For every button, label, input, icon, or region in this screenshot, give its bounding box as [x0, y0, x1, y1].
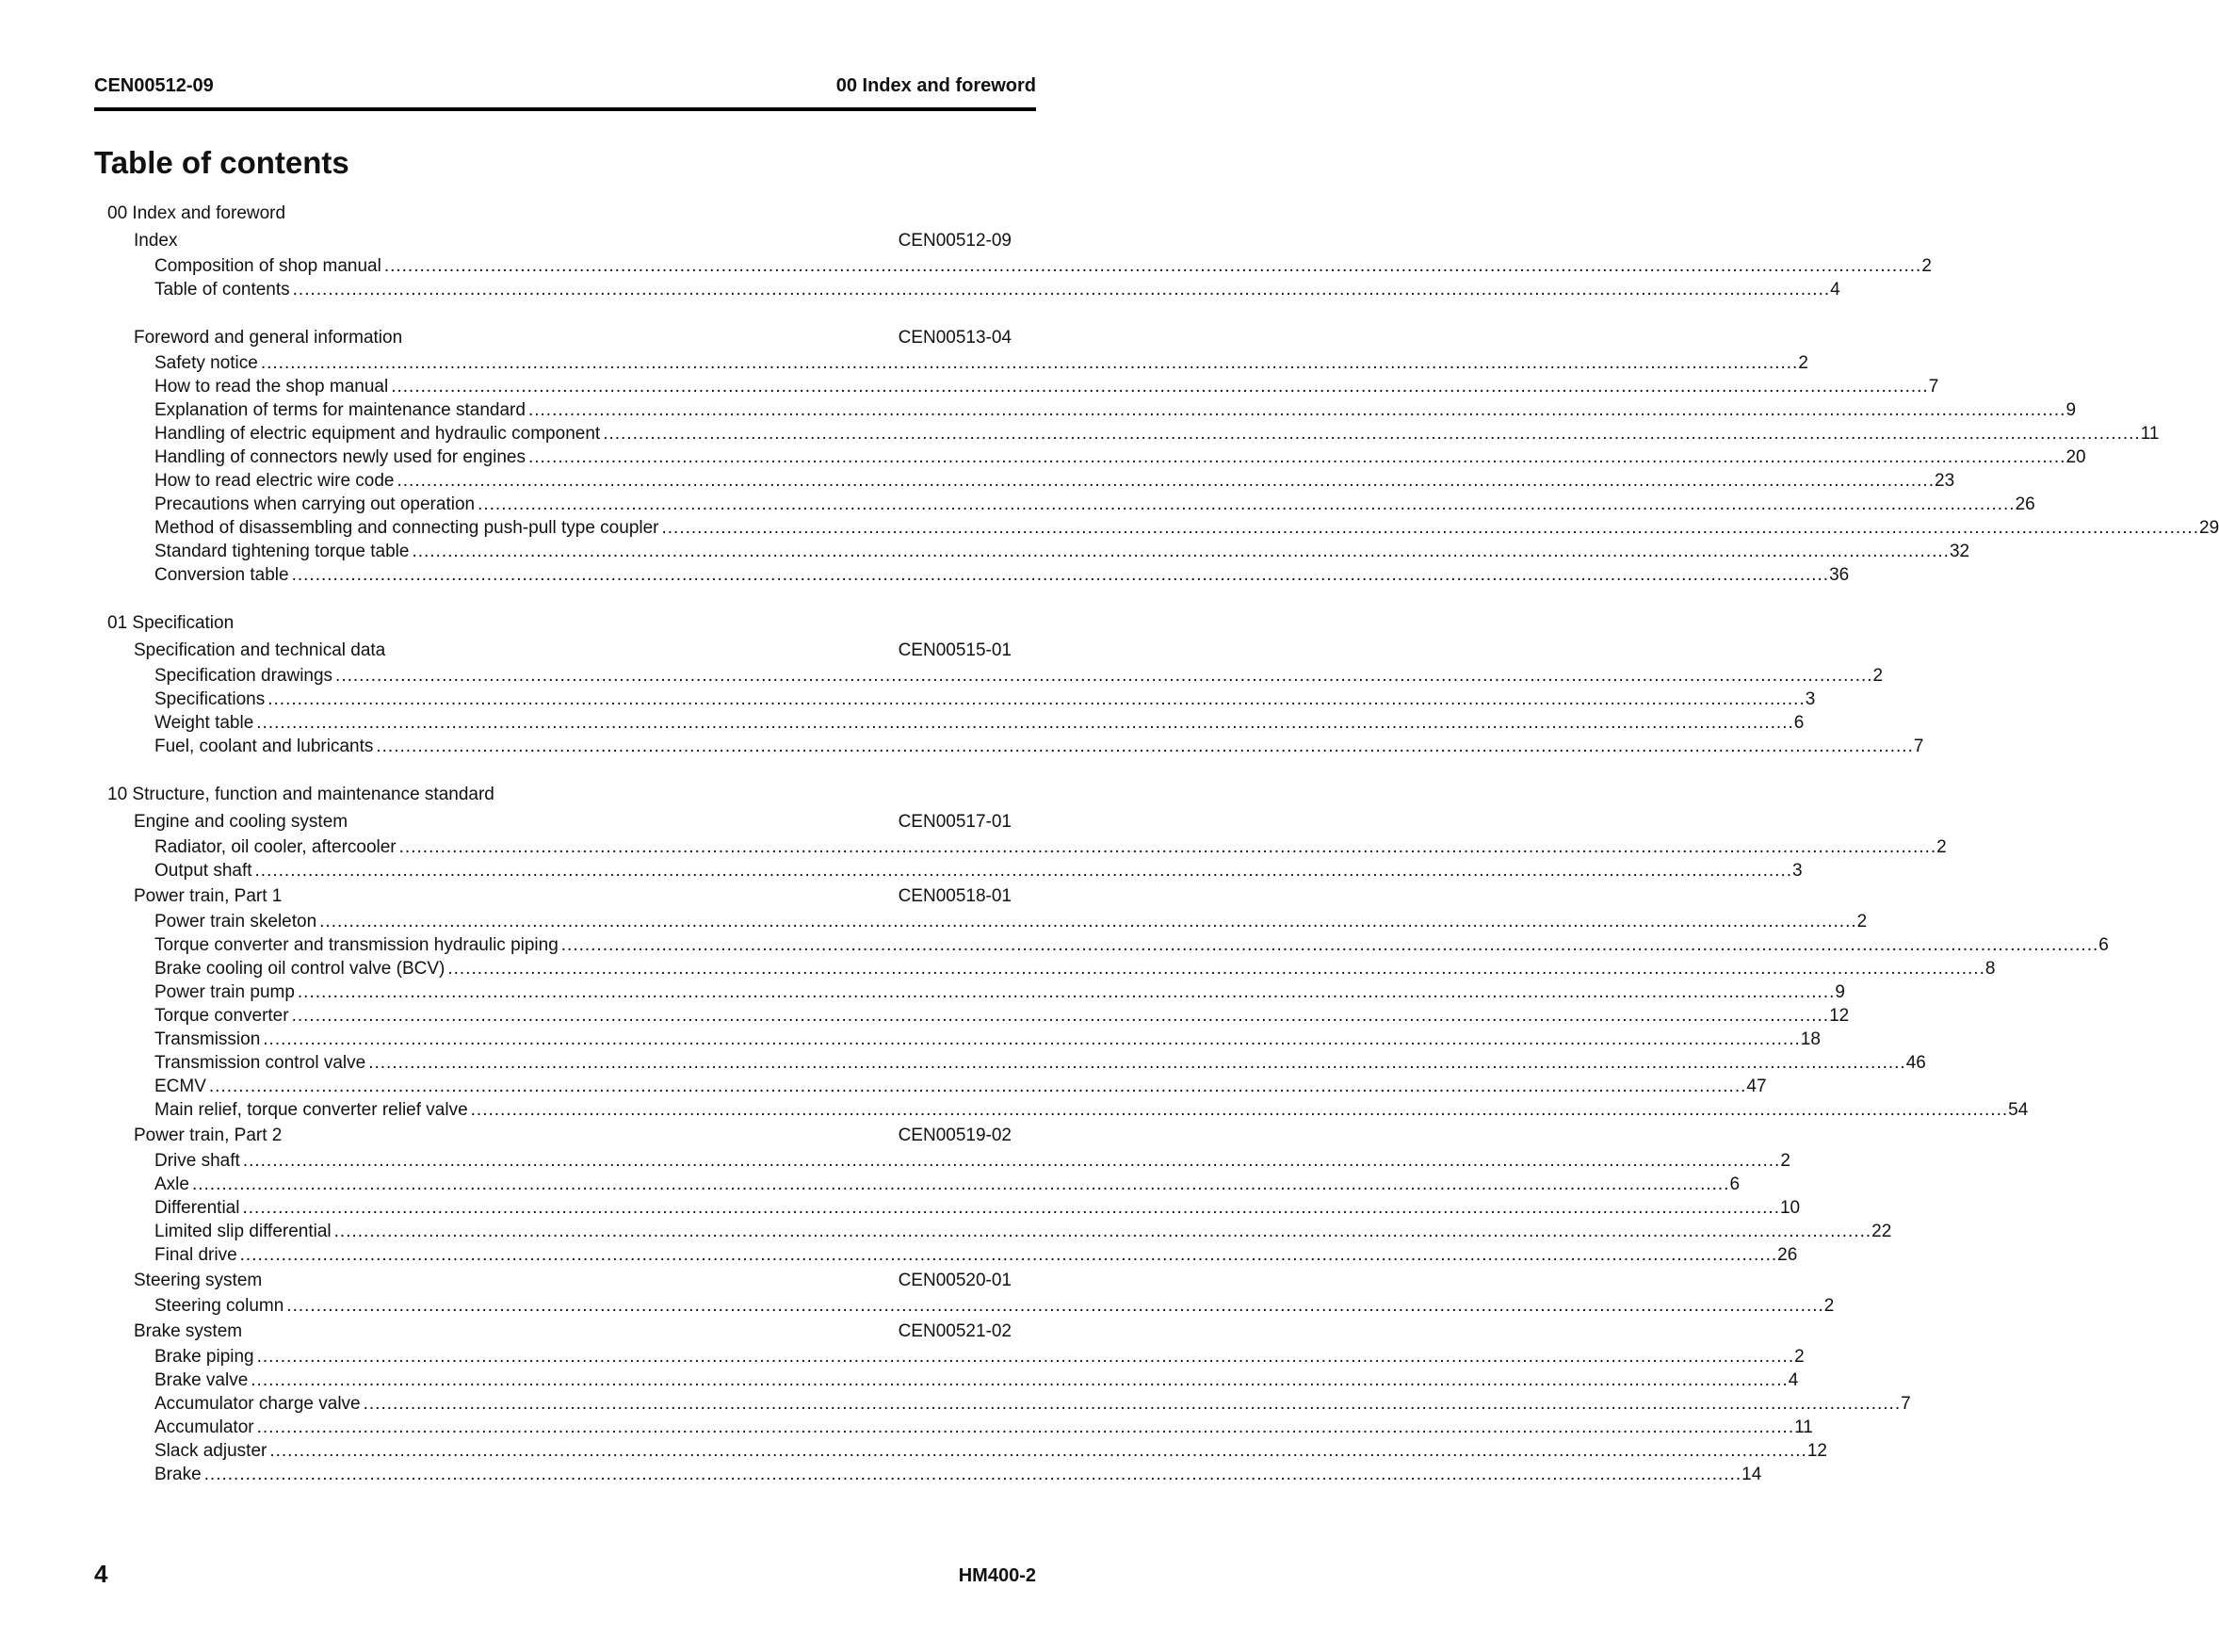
toc-entry: [107, 278, 1840, 301]
toc-chapter-code: CEN00513-04: [898, 328, 1012, 348]
toc-entry: [107, 516, 2219, 540]
dot-leader: ....................................................................................................................................................................................................................................................................: [260, 353, 1799, 373]
toc-chapter-code: CEN00519-02: [898, 1126, 1012, 1145]
dot-leader: ....................................................................................................................................................................................................................................................................: [560, 935, 2099, 955]
dot-leader: ....................................................................................................................................................................................................................................................................: [527, 447, 2066, 467]
toc-entry-page: 11: [2140, 424, 2160, 444]
toc-entry: [107, 1149, 1790, 1173]
toc-entry-title: Specification drawings: [154, 666, 333, 686]
toc-chapter: [107, 1122, 1012, 1149]
toc-chapter-title: Power train, Part 1: [134, 886, 283, 906]
dot-leader: ....................................................................................................................................................................................................................................................................: [319, 912, 1857, 931]
toc-entry-page: 6: [1793, 713, 1805, 733]
dot-leader: ....................................................................................................................................................................................................................................................................: [368, 1053, 1906, 1073]
toc-entry-page: 23: [1935, 471, 1955, 491]
header-section-title: 00 Index and foreword: [835, 75, 1036, 96]
toc-entry-title: Accumulator charge valve: [154, 1394, 361, 1414]
toc-entry-page: 22: [1871, 1222, 1892, 1241]
toc-chapter: [107, 227, 1012, 254]
document-code: CEN00512-09: [94, 75, 214, 96]
toc-entry-title: Handling of connectors newly used for engines: [154, 447, 526, 467]
toc-entry-page: 7: [1928, 377, 1939, 397]
toc-chapter: [107, 1318, 1012, 1345]
toc-entry: [107, 493, 2035, 516]
toc-chapter: [107, 324, 1012, 351]
toc-chapter-title: Power train, Part 2: [134, 1126, 283, 1145]
toc-entry-title: Method of disassembling and connecting push-pull type coupler: [154, 518, 659, 538]
toc-entry-page: 2: [1921, 256, 1932, 276]
toc-entry: [107, 351, 1808, 375]
toc-entry-page: 20: [2065, 447, 2086, 467]
toc-entry-title: Radiator, oil cooler, aftercooler: [154, 837, 397, 857]
toc-entry-title: Torque converter and transmission hydraulic piping: [154, 935, 559, 955]
toc-entry: [107, 469, 1955, 493]
toc-chapter: [107, 808, 1012, 835]
toc-entry-page: 11: [1794, 1417, 1813, 1437]
toc-entry-title: Safety notice: [154, 353, 258, 373]
toc-entry-page: 2: [1794, 1347, 1805, 1367]
dot-leader: ....................................................................................................................................................................................................................................................................: [297, 982, 1836, 1002]
toc-entry: [107, 1028, 1821, 1051]
toc-entry-page: 10: [1779, 1198, 1801, 1218]
dot-leader: ....................................................................................................................................................................................................................................................................: [267, 689, 1806, 709]
page-title: Table of contents: [94, 145, 349, 180]
toc-chapter-code: CEN00518-01: [898, 886, 1012, 906]
dot-leader: ....................................................................................................................................................................................................................................................................: [478, 494, 2016, 514]
toc-entry-page: 3: [1805, 689, 1816, 709]
dot-leader: ....................................................................................................................................................................................................................................................................: [291, 565, 1830, 585]
toc-entry: [107, 375, 1939, 398]
toc-entry: [107, 859, 1803, 883]
toc-entry: [107, 1196, 1801, 1220]
toc-entry-page: 3: [1792, 861, 1803, 881]
dot-leader: ....................................................................................................................................................................................................................................................................: [661, 518, 2199, 538]
toc-entry-title: Torque converter: [154, 1006, 289, 1026]
toc-entry: [107, 1416, 1813, 1439]
toc-entry: [107, 1098, 2029, 1122]
toc-entry: [107, 957, 1996, 980]
toc-entry-title: Power train skeleton: [154, 912, 317, 931]
toc-entry-page: 36: [1829, 565, 1850, 585]
toc-entry-page: 6: [1729, 1174, 1741, 1194]
dot-leader: ....................................................................................................................................................................................................................................................................: [397, 471, 1935, 491]
toc-entry: [107, 445, 2086, 469]
dot-leader: ....................................................................................................................................................................................................................................................................: [391, 377, 1929, 397]
toc-entry-page: 29: [2199, 518, 2219, 538]
toc-chapter-title: Specification and technical data: [134, 640, 386, 660]
dot-leader: ....................................................................................................................................................................................................................................................................: [269, 1441, 1807, 1461]
dot-leader: ....................................................................................................................................................................................................................................................................: [291, 1006, 1830, 1026]
toc-entry-title: Explanation of terms for maintenance standard: [154, 400, 526, 420]
toc-entry: [107, 688, 1816, 711]
toc-entry-title: Slack adjuster: [154, 1441, 267, 1461]
toc-entry-title: Differential: [154, 1198, 240, 1218]
toc-entry: [107, 563, 1850, 587]
dot-leader: ....................................................................................................................................................................................................................................................................: [292, 280, 1831, 300]
toc-entry-page: 2: [1856, 912, 1868, 931]
toc-entry-title: Precautions when carrying out operation: [154, 494, 476, 514]
toc-entry-title: Brake: [154, 1465, 202, 1484]
dot-leader: ....................................................................................................................................................................................................................................................................: [242, 1198, 1780, 1218]
toc-entry-page: 2: [1936, 837, 1947, 857]
toc-chapter-title: Brake system: [134, 1321, 243, 1341]
toc-entry: [107, 254, 1932, 278]
toc-chapter-title: Index: [134, 231, 178, 251]
toc-entry-page: 2: [1798, 353, 1808, 373]
toc-chapter-code: CEN00517-01: [898, 812, 1012, 832]
dot-leader: ....................................................................................................................................................................................................................................................................: [376, 737, 1914, 756]
dot-leader: ....................................................................................................................................................................................................................................................................: [363, 1394, 1902, 1414]
toc-entry-title: Axle: [154, 1174, 189, 1194]
toc-chapter-code: CEN00515-01: [898, 640, 1012, 660]
toc-entry: [107, 1439, 1827, 1463]
model-number: HM400-2: [958, 1565, 1036, 1586]
dot-leader: ....................................................................................................................................................................................................................................................................: [256, 713, 1794, 733]
toc-entry-page: 14: [1741, 1465, 1762, 1484]
toc-chapter: [107, 1267, 1012, 1294]
toc-entry: [107, 664, 1884, 688]
toc-chapter-code: CEN00520-01: [898, 1271, 1012, 1290]
page-header: [94, 75, 1036, 97]
page-number: 4: [94, 1560, 108, 1588]
toc-entry: [107, 711, 1805, 735]
toc-entry-page: 4: [1788, 1370, 1799, 1390]
dot-leader: ....................................................................................................................................................................................................................................................................: [256, 1417, 1795, 1437]
toc-entry-title: Output shaft: [154, 861, 252, 881]
toc-entry-title: Standard tightening torque table: [154, 542, 410, 561]
toc-chapter-title: Foreword and general information: [134, 328, 403, 348]
dot-leader: ....................................................................................................................................................................................................................................................................: [263, 1029, 1801, 1049]
dot-leader: ....................................................................................................................................................................................................................................................................: [251, 1370, 1789, 1390]
toc-entry-title: Transmission: [154, 1029, 261, 1049]
toc-entry-title: Fuel, coolant and lubricants: [154, 737, 374, 756]
toc-entry: [107, 1294, 1835, 1318]
toc-entry-title: Brake valve: [154, 1370, 249, 1390]
toc-entry-page: 26: [2015, 494, 2035, 514]
toc-section-heading: 00 Index and foreword: [107, 203, 286, 223]
toc-entry: [107, 933, 2109, 957]
toc-entry-title: Composition of shop manual: [154, 256, 381, 276]
dot-leader: ....................................................................................................................................................................................................................................................................: [412, 542, 1950, 561]
toc-entry-title: ECMV: [154, 1077, 206, 1096]
toc-entry: [107, 1220, 1892, 1243]
toc-entry-page: 47: [1746, 1077, 1767, 1096]
toc-entry-page: 8: [1984, 959, 1996, 979]
toc-entry-title: How to read the shop manual: [154, 377, 389, 397]
toc-entry-page: 7: [1901, 1394, 1911, 1414]
toc-entry: [107, 1004, 1850, 1028]
toc-chapter: [107, 637, 1012, 664]
toc-entry: [107, 1075, 1767, 1098]
toc-entry-title: Drive shaft: [154, 1151, 240, 1171]
toc-entry-title: Brake piping: [154, 1347, 254, 1367]
toc-entry: [107, 1243, 1798, 1267]
toc-entry: [107, 398, 2077, 422]
toc-entry: [107, 1051, 1926, 1075]
dot-leader: ....................................................................................................................................................................................................................................................................: [256, 1347, 1795, 1367]
toc-entry-title: Table of contents: [154, 280, 290, 300]
dot-leader: ....................................................................................................................................................................................................................................................................: [254, 861, 1793, 881]
toc-entry: [107, 540, 1970, 563]
toc-entry-title: How to read electric wire code: [154, 471, 395, 491]
toc-entry-title: Limited slip differential: [154, 1222, 332, 1241]
toc-entry-page: 6: [2098, 935, 2109, 955]
toc-entry-title: Power train pump: [154, 982, 295, 1002]
toc-entry-title: Steering column: [154, 1296, 284, 1316]
toc-entry-title: Conversion table: [154, 565, 289, 585]
dot-leader: ....................................................................................................................................................................................................................................................................: [208, 1077, 1747, 1096]
toc-entry-page: 54: [2008, 1100, 2029, 1120]
toc-entry-page: 18: [1800, 1029, 1821, 1049]
toc-entry-title: Transmission control valve: [154, 1053, 366, 1073]
toc-entry: [107, 1369, 1799, 1392]
toc-section-heading: 01 Specification: [107, 613, 235, 633]
toc-entry-page: 9: [1835, 982, 1845, 1002]
toc-entry-page: 32: [1949, 542, 1970, 561]
toc-chapter-code: CEN00512-09: [898, 231, 1012, 251]
toc-entry: [107, 422, 2160, 445]
dot-leader: ....................................................................................................................................................................................................................................................................: [286, 1296, 1824, 1316]
toc-chapter-title: Steering system: [134, 1271, 263, 1290]
toc-entry-page: 26: [1777, 1245, 1798, 1265]
toc-entry: [107, 1392, 1911, 1416]
header-rule: [94, 107, 1036, 111]
dot-leader: ....................................................................................................................................................................................................................................................................: [242, 1151, 1781, 1171]
dot-leader: ....................................................................................................................................................................................................................................................................: [191, 1174, 1730, 1194]
toc-entry-page: 12: [1806, 1441, 1827, 1461]
toc-entry-page: 46: [1905, 1053, 1926, 1073]
toc-chapter: [107, 883, 1012, 910]
toc-entry-page: 7: [1913, 737, 1924, 756]
toc-chapter-code: CEN00521-02: [898, 1321, 1012, 1341]
dot-leader: ....................................................................................................................................................................................................................................................................: [398, 837, 1937, 857]
toc-entry-title: Brake cooling oil control valve (BCV): [154, 959, 445, 979]
toc-entry: [107, 835, 1947, 859]
toc-entry: [107, 910, 1868, 933]
dot-leader: ....................................................................................................................................................................................................................................................................: [470, 1100, 2009, 1120]
dot-leader: ....................................................................................................................................................................................................................................................................: [603, 424, 2141, 444]
toc-entry-page: 2: [1823, 1296, 1835, 1316]
toc-entry-title: Specifications: [154, 689, 266, 709]
toc-chapter-title: Engine and cooling system: [134, 812, 348, 832]
table-of-contents: [107, 200, 2219, 1486]
toc-entry: [107, 735, 1924, 758]
toc-entry-page: 2: [1780, 1151, 1790, 1171]
toc-entry: [107, 1345, 1805, 1369]
toc-entry-title: Weight table: [154, 713, 254, 733]
toc-entry-title: Main relief, torque converter relief valve: [154, 1100, 468, 1120]
dot-leader: ....................................................................................................................................................................................................................................................................: [383, 256, 1922, 276]
toc-entry-title: Accumulator: [154, 1417, 254, 1437]
toc-entry: [107, 1173, 1741, 1196]
toc-entry-title: Final drive: [154, 1245, 237, 1265]
toc-entry: [107, 980, 1845, 1004]
toc-entry-page: 12: [1829, 1006, 1850, 1026]
toc-entry-page: 9: [2065, 400, 2077, 420]
dot-leader: ....................................................................................................................................................................................................................................................................: [447, 959, 1985, 979]
toc-entry-page: 2: [1872, 666, 1884, 686]
toc-entry: [107, 1463, 1762, 1486]
toc-entry-page: 4: [1830, 280, 1840, 300]
dot-leader: ....................................................................................................................................................................................................................................................................: [203, 1465, 1742, 1484]
dot-leader: ....................................................................................................................................................................................................................................................................: [527, 400, 2066, 420]
dot-leader: ....................................................................................................................................................................................................................................................................: [333, 1222, 1872, 1241]
dot-leader: ....................................................................................................................................................................................................................................................................: [335, 666, 1873, 686]
toc-entry-title: Handling of electric equipment and hydraulic component: [154, 424, 601, 444]
dot-leader: ....................................................................................................................................................................................................................................................................: [239, 1245, 1778, 1265]
toc-section-heading: 10 Structure, function and maintenance standard: [107, 785, 494, 804]
